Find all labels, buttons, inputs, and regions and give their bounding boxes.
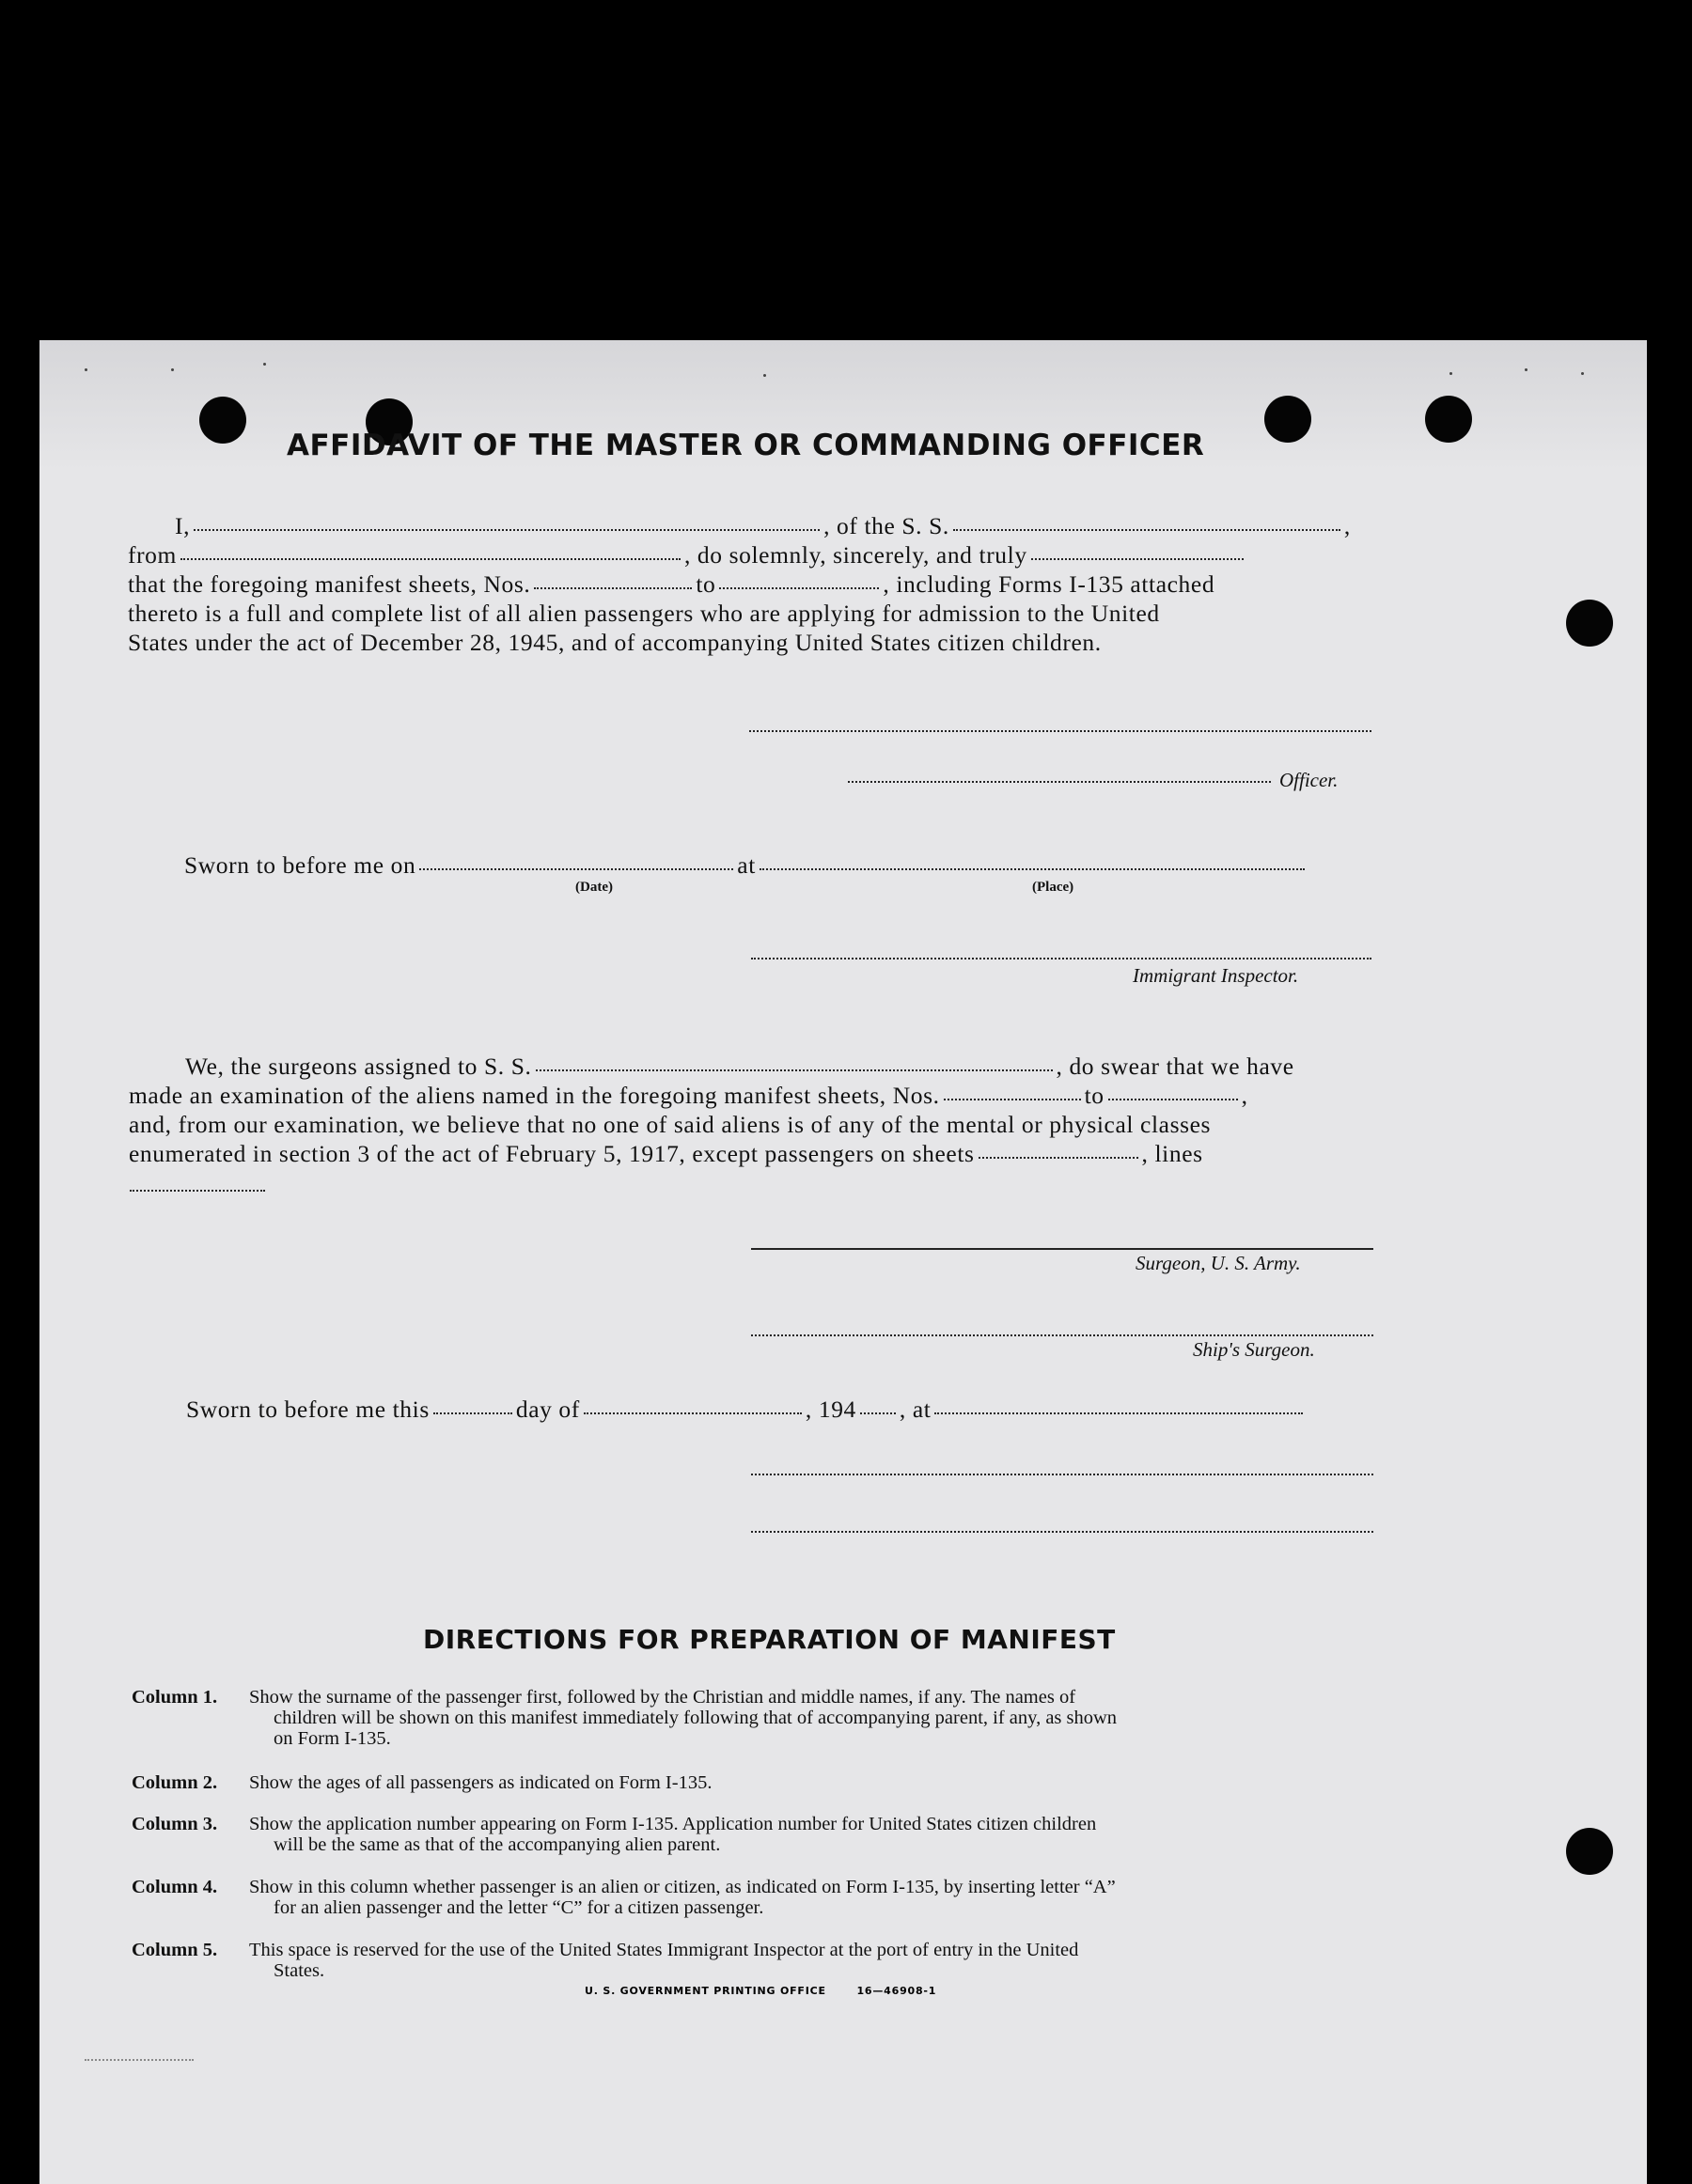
- instruction-line: Show the surname of the passenger first, followed by the Christian and middle names, if any. The names of: [249, 1687, 1076, 1708]
- column-label: Column 1.: [132, 1687, 218, 1708]
- text: , 194: [805, 1396, 856, 1423]
- affidavit-title: AFFIDAVIT OF THE MASTER OR COMMANDING OFFICER: [287, 429, 1205, 462]
- sheets-to-blank: [1108, 1098, 1238, 1100]
- surgeons-line-3: and, from our examination, we believe that no one of said aliens is of any of the mental or physical classes: [129, 1111, 1212, 1138]
- column-label: Column 5.: [132, 1940, 218, 1960]
- text: Sworn to before me on: [184, 851, 416, 879]
- column-label: Column 4.: [132, 1877, 218, 1897]
- day-blank: [433, 1412, 512, 1414]
- column-instruction: [249, 1772, 1377, 1793]
- instruction-line: Show in this column whether passenger is an alien or citizen, as indicated on Form I-135, by inserting letter “A”: [249, 1877, 1116, 1897]
- inspector-signature-line: [751, 957, 1371, 959]
- sworn-line-1: [184, 850, 1308, 880]
- text: that the foregoing manifest sheets, Nos.: [128, 570, 531, 598]
- text: ,: [1343, 512, 1351, 539]
- column-instruction: [249, 1940, 1377, 1981]
- text: , including Forms I-135 attached: [883, 570, 1215, 598]
- officer-signature-line-3: [751, 1530, 1373, 1533]
- date-caption: (Date): [575, 880, 613, 895]
- form-sheet: [39, 340, 1647, 2184]
- instruction-line: Show the application number appearing on Form I-135. Application number for United States citizen children: [249, 1814, 1097, 1834]
- sworn-line-2: [186, 1395, 1307, 1424]
- directions-list: [132, 1687, 1382, 1981]
- text: from: [128, 541, 177, 569]
- text: , lines: [1141, 1140, 1203, 1167]
- punch-hole: [199, 397, 246, 444]
- instruction-line: Show the ages of all passengers as indicated on Form I-135.: [249, 1772, 713, 1793]
- surgeons-line-1: [185, 1052, 1294, 1081]
- column-label: Column 2.: [132, 1772, 218, 1793]
- text: to: [1084, 1082, 1104, 1109]
- text: to: [696, 570, 716, 598]
- instruction-line: children will be shown on this manifest immediately following that of accompanying parent, if any, as shown: [274, 1708, 1118, 1728]
- affidavit-line-1: [175, 511, 1351, 540]
- ship-blank: [953, 528, 1340, 531]
- place-caption: (Place): [1032, 880, 1074, 895]
- truly-blank: [1031, 557, 1244, 560]
- affidavit-line-4: thereto is a full and complete list of all alien passengers who are applying for admission to the United: [128, 600, 1160, 627]
- column-label: Column 3.: [132, 1814, 218, 1834]
- punch-hole: [1425, 396, 1472, 443]
- text: , at: [899, 1396, 932, 1423]
- text: ,: [1241, 1082, 1248, 1109]
- instruction-line: on Form I-135.: [274, 1728, 391, 1749]
- text: Sworn to before me this: [186, 1396, 430, 1423]
- text: , of the S. S.: [823, 512, 949, 539]
- column-instruction: [249, 1687, 1377, 1749]
- place-blank: [760, 867, 1305, 870]
- officer-signature-line-2: [751, 1473, 1373, 1475]
- surgeons-line-2: [129, 1081, 1248, 1110]
- text: enumerated in section 3 of the act of February 5, 1917, except passengers on sheets: [129, 1140, 975, 1167]
- printer-imprint: [585, 1985, 936, 1997]
- inspector-label: Immigrant Inspector.: [1133, 964, 1299, 987]
- instruction-line: will be the same as that of the accompanying alien parent.: [274, 1834, 721, 1855]
- lines-blank: [130, 1189, 265, 1192]
- directions-title: DIRECTIONS FOR PREPARATION OF MANIFEST: [423, 1624, 1116, 1655]
- text: day of: [515, 1396, 580, 1423]
- punch-hole: [1264, 396, 1311, 443]
- instruction-line: for an alien passenger and the letter “C” for a citizen passenger.: [274, 1897, 764, 1918]
- officer-signature-line: [848, 780, 1271, 783]
- sheets-from-blank: [944, 1098, 1081, 1100]
- text: We, the surgeons assigned to S. S.: [185, 1053, 532, 1080]
- army-surgeon-label: Surgeon, U. S. Army.: [1136, 1252, 1301, 1274]
- name-blank: [194, 528, 820, 531]
- instruction-line: This space is reserved for the use of the United States Immigrant Inspector at the port of entry in the United: [249, 1940, 1079, 1960]
- text: , do swear that we have: [1056, 1053, 1294, 1080]
- text: made an examination of the aliens named in the foregoing manifest sheets, Nos.: [129, 1082, 940, 1109]
- affidavit-line-3: [128, 569, 1214, 599]
- affidavit-line-5: States under the act of December 28, 1945, and of accompanying United States citizen children.: [128, 629, 1102, 656]
- ship-name-blank: [536, 1069, 1053, 1071]
- ship-surgeon-signature-line: [751, 1334, 1373, 1336]
- punch-hole: [1566, 600, 1613, 647]
- year-blank: [860, 1412, 896, 1414]
- column-instruction: [249, 1877, 1377, 1918]
- date-blank: [419, 867, 733, 870]
- nos-from-blank: [534, 586, 692, 589]
- except-sheets-blank: [979, 1156, 1138, 1159]
- text: I,: [175, 512, 191, 539]
- from-blank: [180, 557, 681, 560]
- form-code: 16—46908-1: [856, 1985, 937, 1997]
- text: at: [737, 851, 756, 879]
- ship-surgeon-label: Ship's Surgeon.: [1193, 1338, 1315, 1361]
- printer-text: U. S. GOVERNMENT PRINTING OFFICE: [585, 1985, 826, 1997]
- army-surgeon-signature-line: [751, 1247, 1373, 1250]
- column-instruction: [249, 1814, 1377, 1855]
- edge-mark: [85, 2058, 194, 2061]
- master-signature-line: [749, 729, 1371, 732]
- text: , do solemnly, sincerely, and truly: [683, 541, 1027, 569]
- month-blank: [584, 1412, 802, 1414]
- instruction-line: States.: [274, 1960, 325, 1981]
- surgeons-line-4: [129, 1139, 1203, 1168]
- affidavit-line-2: [128, 540, 1247, 569]
- nos-to-blank: [719, 586, 879, 589]
- punch-hole: [1566, 1828, 1613, 1875]
- location-blank: [934, 1412, 1303, 1414]
- officer-label: Officer.: [1279, 769, 1339, 791]
